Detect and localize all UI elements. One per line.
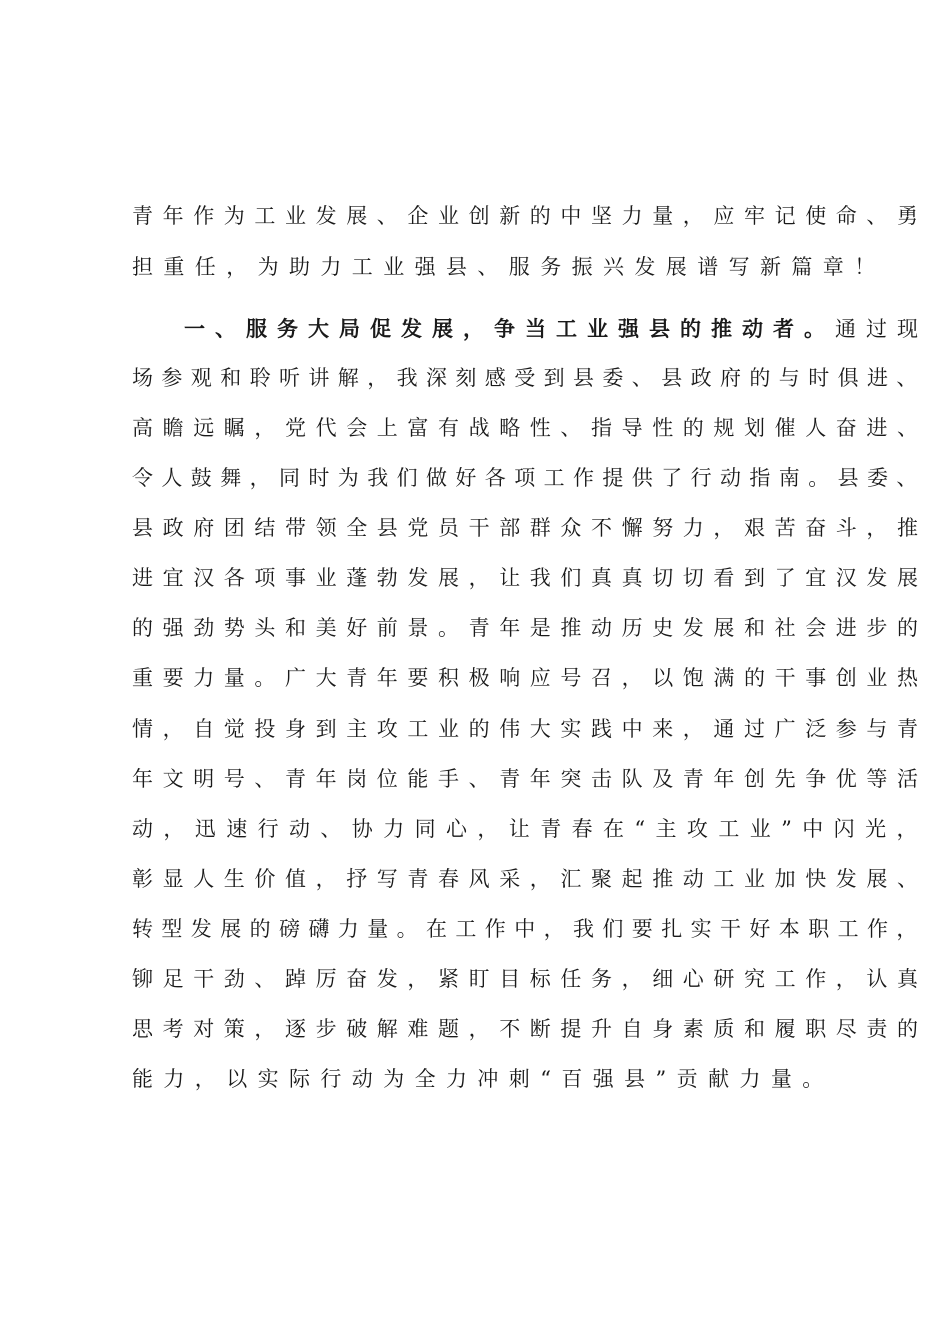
paragraph-line: 重要力量。广大青年要积极响应号召，以饱满的干事创业热 — [132, 666, 928, 690]
paragraph-line: 能力，以实际行动为全力冲刺“百强县”贡献力量。 — [132, 1067, 834, 1091]
paragraph-line: 动，迅速行动、协力同心，让青春在“主攻工业”中闪光， — [132, 817, 928, 841]
paragraph-line: 进宜汉各项事业蓬勃发展，让我们真真切切看到了宜汉发展 — [132, 566, 928, 590]
paragraph-line: 彰显人生价值，抒写青春风采，汇聚起推动工业加快发展、 — [132, 867, 928, 891]
section-lead-in: 通过现 — [835, 317, 928, 341]
paragraph-line: 的强劲势头和美好前景。青年是推动历史发展和社会进步的 — [132, 616, 928, 640]
paragraph-line: 转型发展的磅礴力量。在工作中，我们要扎实干好本职工作， — [132, 917, 926, 941]
paragraph-line: 县政府团结带领全县党员干部群众不懈努力，艰苦奋斗，推 — [132, 516, 928, 540]
paragraph-line: 场参观和聆听讲解，我深刻感受到县委、县政府的与时俱进、 — [132, 366, 926, 390]
paragraph-line: 青年作为工业发展、企业创新的中坚力量，应牢记使命、勇 — [132, 204, 928, 228]
paragraph-line: 高瞻远瞩，党代会上富有战略性、指导性的规划催人奋进、 — [132, 416, 928, 440]
paragraph-line: 思考对策，逐步破解难题，不断提升自身素质和履职尽责的 — [132, 1017, 928, 1041]
paragraph-line: 年文明号、青年岗位能手、青年突击队及青年创先争优等活 — [132, 767, 928, 791]
paragraph-line: 令人鼓舞，同时为我们做好各项工作提供了行动指南。县委、 — [132, 466, 926, 490]
paragraph-line: 情，自觉投身到主攻工业的伟大实践中来，通过广泛参与青 — [132, 717, 928, 741]
section-heading: 一、服务大局促发展，争当工业强县的推动者。 — [184, 316, 835, 341]
paragraph-line: 担重任，为助力工业强县、服务振兴发展谱写新篇章！ — [132, 255, 886, 279]
paragraph-line: 铆足干劲、踔厉奋发，紧盯目标任务，细心研究工作，认真 — [132, 967, 928, 991]
section-heading-line — [184, 314, 928, 344]
